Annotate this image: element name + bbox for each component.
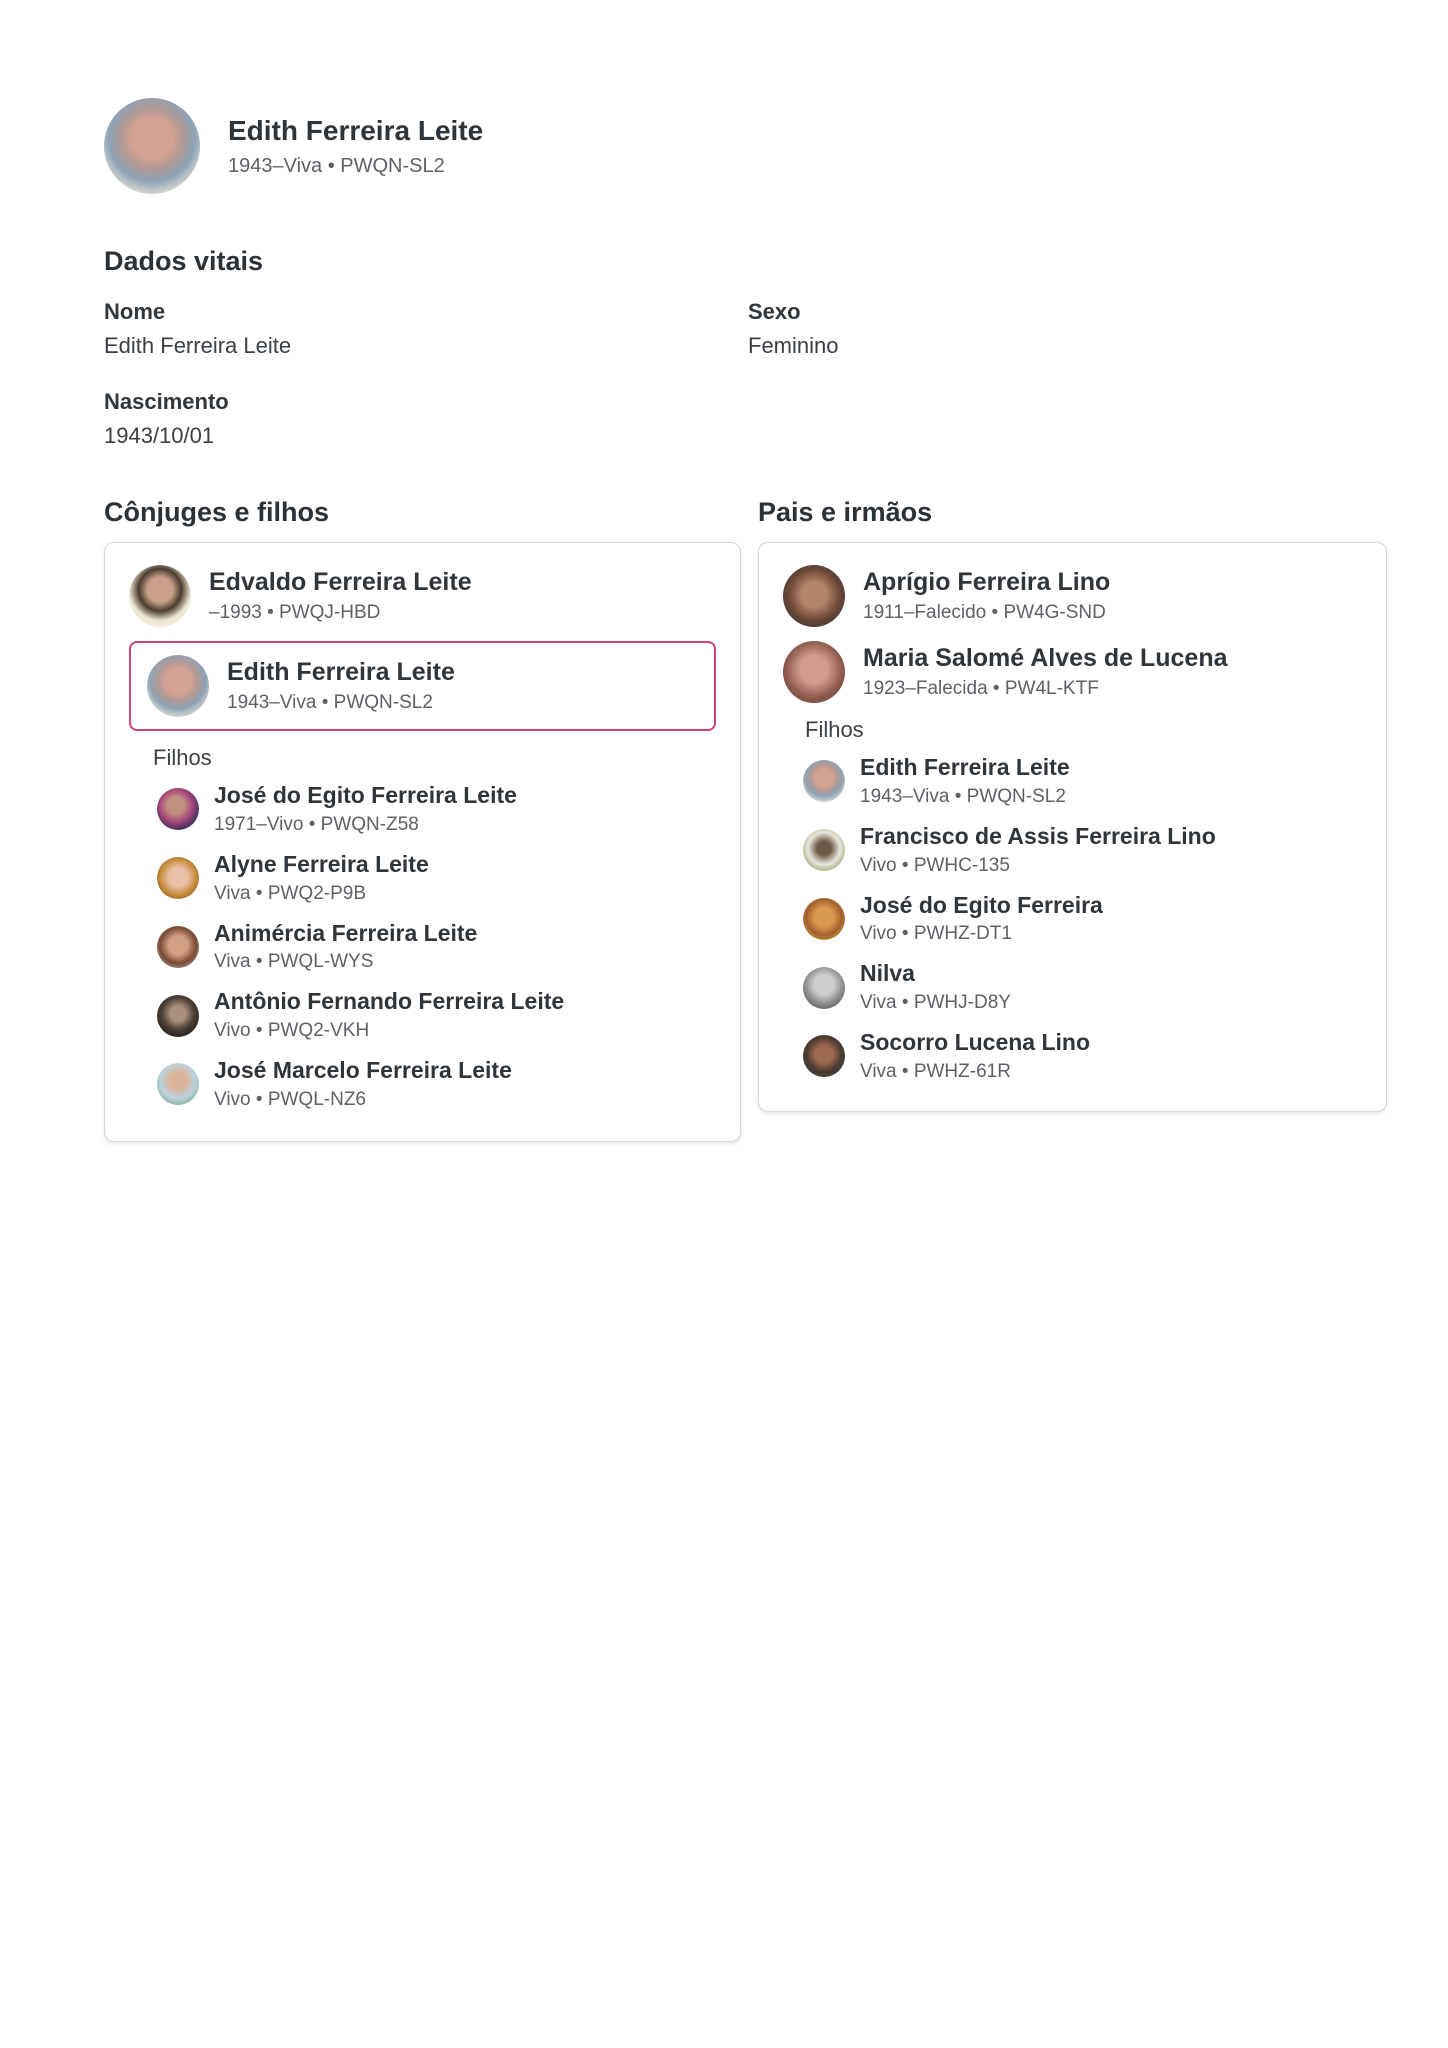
person-row-selected xyxy=(147,655,698,717)
person-row-sibling[interactable] xyxy=(803,961,1362,1014)
avatar xyxy=(803,898,845,940)
vital-birth-label: Nascimento xyxy=(104,389,229,414)
person-text xyxy=(214,1058,512,1111)
person-detail: Vivo • PWQ2-VKH xyxy=(214,1020,370,1041)
profile-avatar xyxy=(104,98,200,194)
person-text xyxy=(214,989,564,1042)
person-detail: Vivo • PWHC-135 xyxy=(860,854,1010,876)
profile-header xyxy=(104,0,1388,194)
vital-name-label: Nome xyxy=(104,299,166,324)
person-row-mother[interactable] xyxy=(783,641,1362,703)
person-name: Alyne Ferreira Leite xyxy=(214,850,429,877)
vital-name-value: Edith Ferreira Leite xyxy=(104,333,292,358)
person-text xyxy=(227,658,455,714)
person-detail: Vivo • PWQL-NZ6 xyxy=(214,1088,366,1110)
avatar xyxy=(803,967,845,1009)
profile-lifespan-id: 1943–Viva • PWQN-SL2 xyxy=(228,154,445,177)
person-name: Animércia Ferreira Leite xyxy=(214,919,478,946)
profile-title xyxy=(228,115,483,178)
avatar xyxy=(157,857,199,899)
person-text xyxy=(209,568,472,624)
person-row-sibling[interactable] xyxy=(803,824,1362,877)
avatar xyxy=(147,655,209,717)
avatar xyxy=(783,565,845,627)
person-detail: Viva • PWQ2-P9B xyxy=(214,882,367,904)
person-detail: Viva • PWHJ-D8Y xyxy=(860,992,1011,1013)
person-name: Aprígio Ferreira Lino xyxy=(863,568,1111,596)
person-row-sibling[interactable] xyxy=(803,893,1362,946)
selected-person-box[interactable] xyxy=(129,641,716,731)
person-detail: Viva • PWHZ-61R xyxy=(860,1060,1011,1082)
person-text xyxy=(214,783,517,836)
person-row-child[interactable] xyxy=(157,852,716,905)
vital-birth-value: 1943/10/01 xyxy=(104,423,215,448)
avatar xyxy=(157,1063,199,1105)
profile-name: Edith Ferreira Leite xyxy=(228,114,484,146)
person-row-child[interactable] xyxy=(157,989,716,1042)
avatar xyxy=(157,926,199,968)
vital-name xyxy=(104,299,748,359)
vital-sex-label: Sexo xyxy=(748,299,801,324)
vital-birth xyxy=(104,389,748,449)
avatar xyxy=(783,641,845,703)
person-text xyxy=(860,893,1103,946)
person-text xyxy=(860,961,1011,1014)
person-text xyxy=(860,824,1216,877)
person-detail: Vivo • PWHZ-DT1 xyxy=(860,923,1012,945)
avatar xyxy=(157,995,199,1037)
person-row-child[interactable] xyxy=(157,921,716,974)
avatar xyxy=(803,829,845,871)
person-name: Antônio Fernando Ferreira Leite xyxy=(214,988,565,1015)
person-detail: 1911–Falecido • PW4G-SND xyxy=(863,602,1106,623)
person-detail: 1943–Viva • PWQN-SL2 xyxy=(860,785,1066,807)
person-detail: 1923–Falecida • PW4L-KTF xyxy=(863,678,1099,699)
vitals-heading: Dados vitais xyxy=(104,246,264,276)
person-name: Socorro Lucena Lino xyxy=(860,1029,1091,1055)
person-row-sibling[interactable] xyxy=(803,755,1362,808)
person-text xyxy=(214,921,477,974)
person-text xyxy=(860,755,1070,808)
person-row-father[interactable] xyxy=(783,565,1362,627)
vital-sex-value: Feminino xyxy=(748,333,839,358)
person-name: Edvaldo Ferreira Leite xyxy=(209,568,472,596)
person-detail: –1993 • PWQJ-HBD xyxy=(209,602,381,623)
person-name: Francisco de Assis Ferreira Lino xyxy=(860,822,1216,849)
person-text xyxy=(214,852,429,905)
parents-heading: Pais e irmãos xyxy=(758,497,933,527)
person-detail: Viva • PWQL-WYS xyxy=(214,951,374,973)
person-name: José do Egito Ferreira Leite xyxy=(214,782,517,808)
person-name: José do Egito Ferreira xyxy=(860,891,1103,918)
avatar xyxy=(803,1035,845,1077)
vital-sex xyxy=(748,299,1388,359)
spouses-column xyxy=(104,497,741,1142)
vitals-grid xyxy=(104,299,1388,449)
person-detail: 1943–Viva • PWQN-SL2 xyxy=(227,692,433,713)
person-row-child[interactable] xyxy=(157,1058,716,1111)
spouses-heading: Cônjuges e filhos xyxy=(104,497,330,527)
parents-column xyxy=(758,497,1387,1112)
person-row-sibling[interactable] xyxy=(803,1030,1362,1083)
family-section xyxy=(104,497,1388,1142)
person-name: Nilva xyxy=(860,960,915,987)
person-text xyxy=(860,1030,1090,1083)
vitals-section xyxy=(104,246,1388,449)
person-detail: 1971–Vivo • PWQN-Z58 xyxy=(214,813,419,835)
person-name: José Marcelo Ferreira Leite xyxy=(214,1057,512,1083)
avatar xyxy=(129,565,191,627)
avatar xyxy=(157,788,199,830)
children-label: Filhos xyxy=(153,745,212,770)
avatar xyxy=(803,760,845,802)
parents-card xyxy=(758,542,1387,1112)
person-text xyxy=(863,644,1228,700)
person-name: Edith Ferreira Leite xyxy=(860,754,1070,780)
person-row-child[interactable] xyxy=(157,783,716,836)
person-row-spouse[interactable] xyxy=(129,565,716,627)
person-text xyxy=(863,568,1110,624)
spouses-card xyxy=(104,542,741,1142)
person-name: Maria Salomé Alves de Lucena xyxy=(863,644,1228,672)
children-label: Filhos xyxy=(805,717,864,742)
person-name: Edith Ferreira Leite xyxy=(227,658,455,686)
